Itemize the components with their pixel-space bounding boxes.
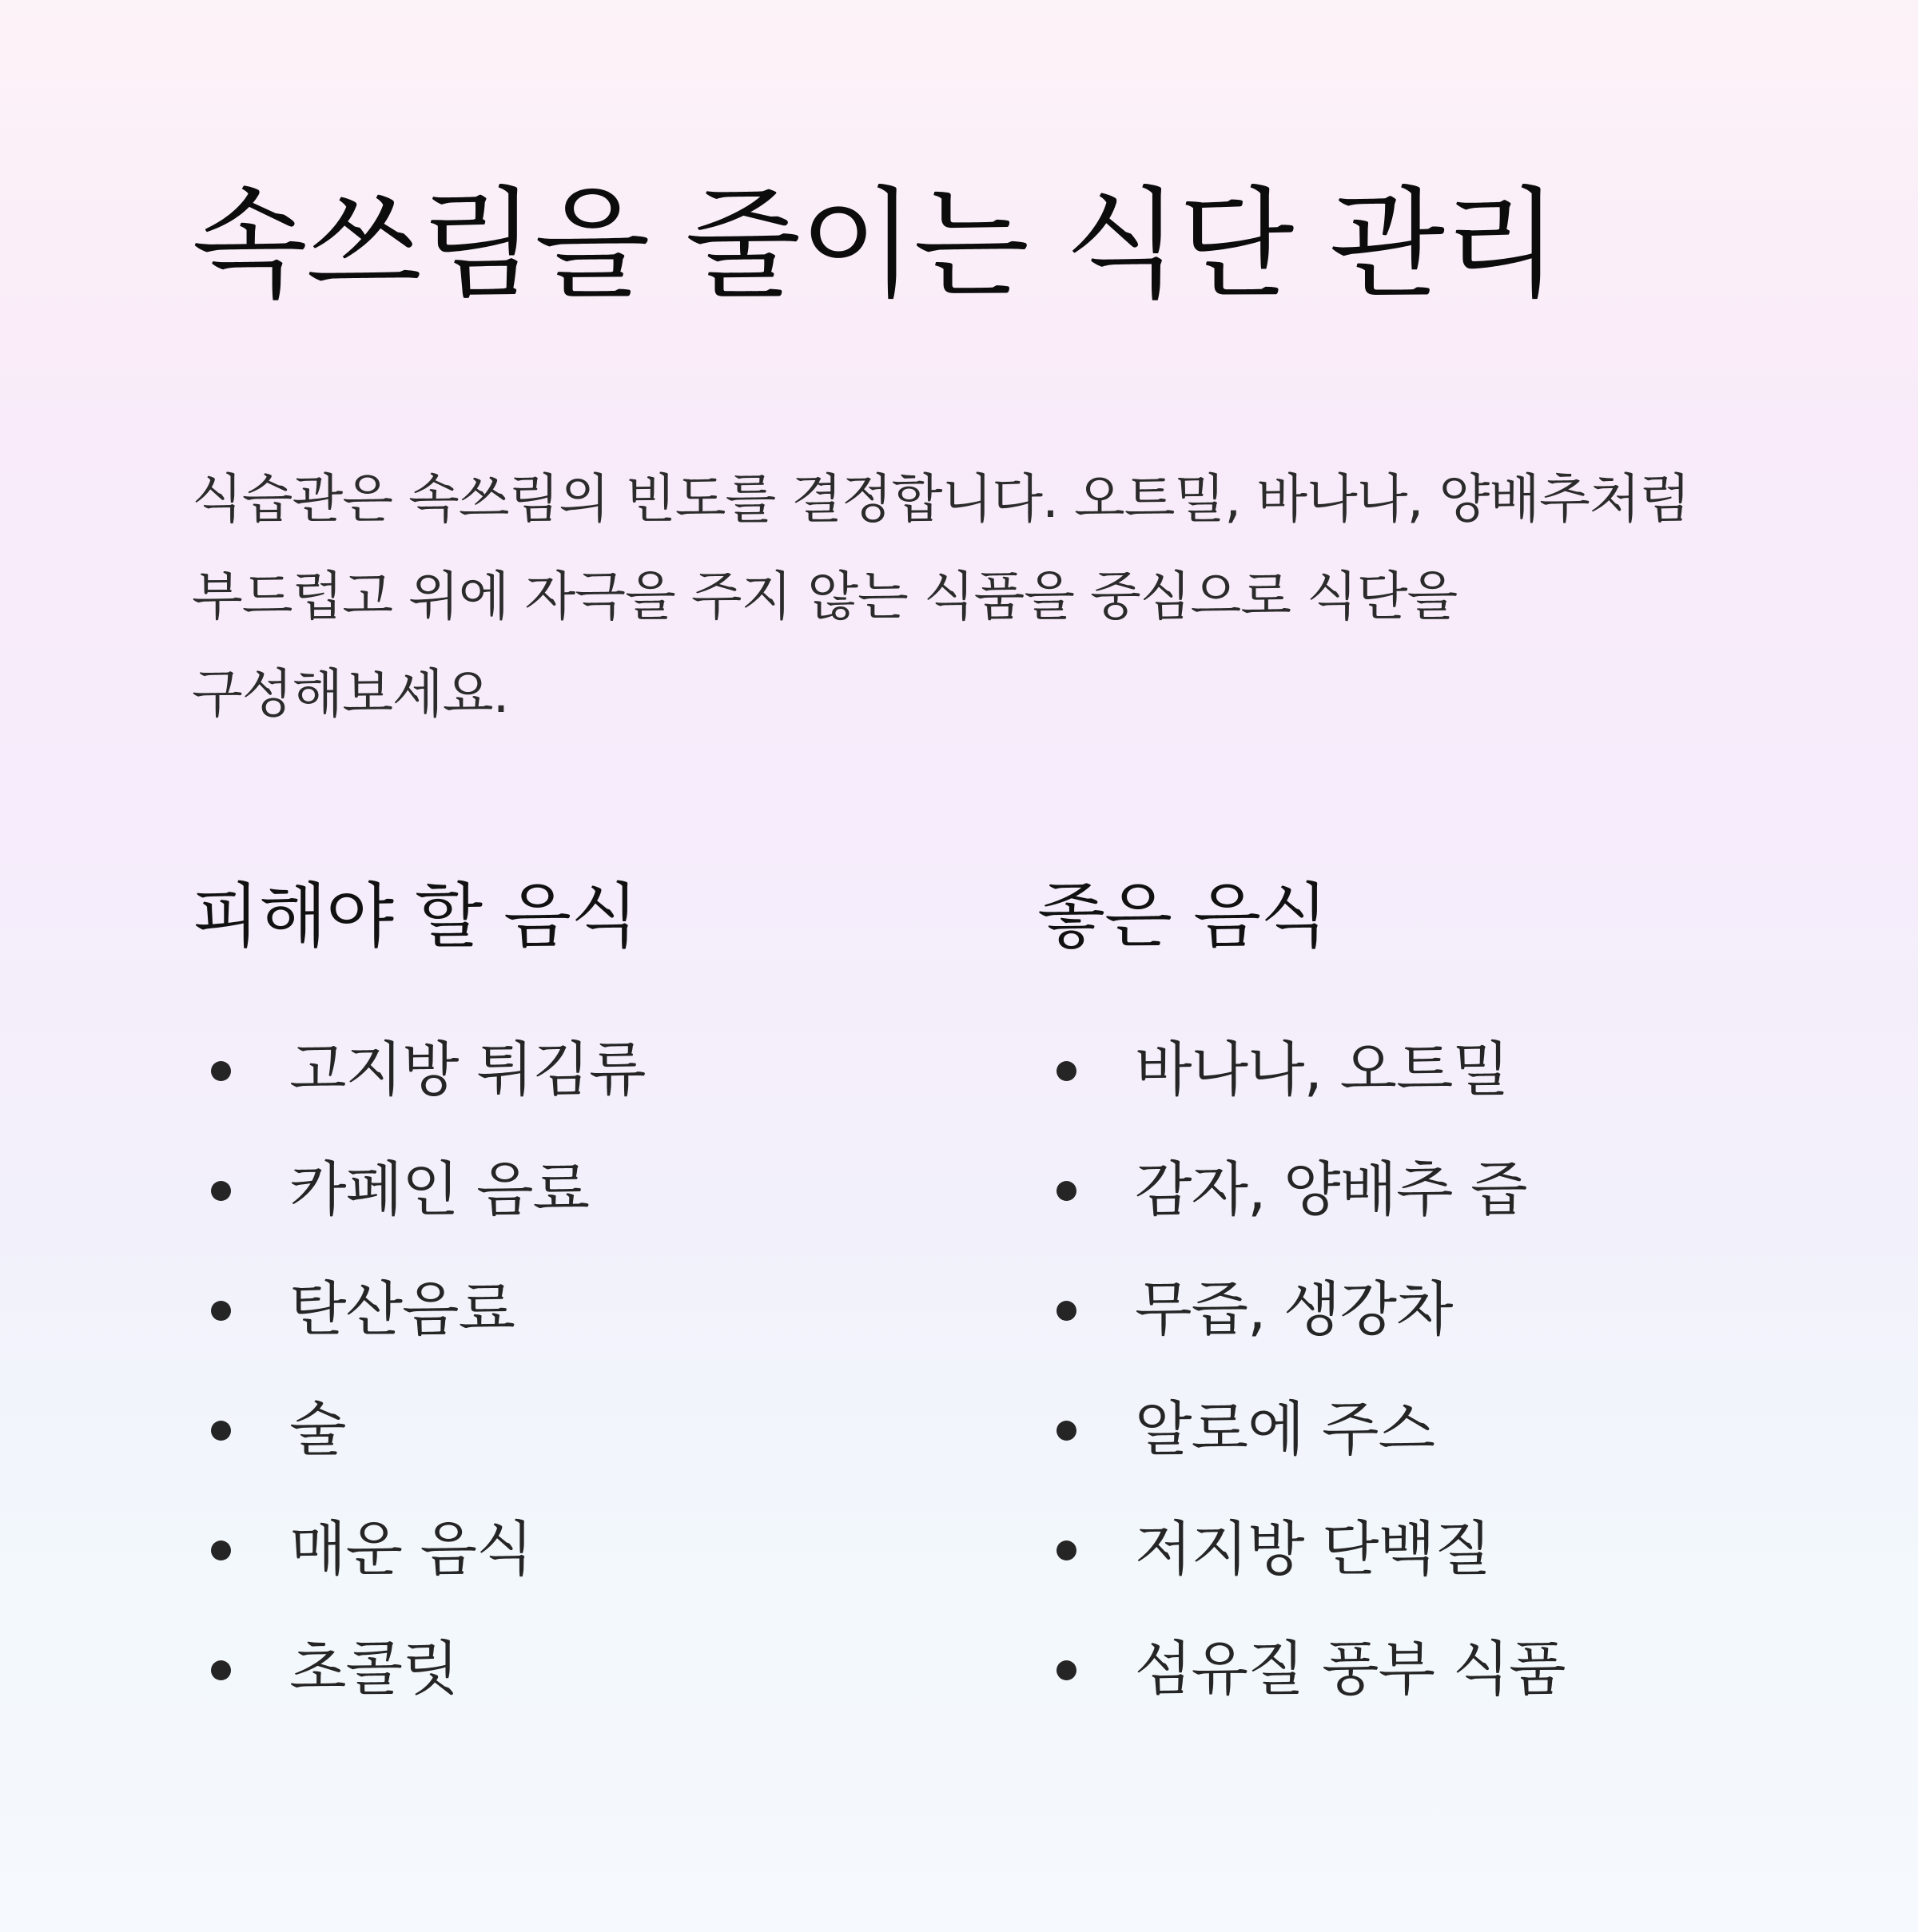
bullet-icon [211,1181,231,1201]
list-item [1037,1489,1773,1609]
bullet-icon [1056,1660,1076,1680]
bullet-icon [1056,1421,1076,1441]
list-item [1037,1609,1773,1729]
list-item [192,1010,927,1130]
good-foods-heading: 좋은 음식 [1037,875,1328,957]
list-item [192,1130,927,1250]
food-label: 저지방 단백질 [1135,1515,1491,1584]
food-label: 알로에 주스 [1135,1395,1435,1464]
food-label: 탄산음료 [289,1275,515,1344]
good-foods-list [1037,1010,1773,1729]
intro-paragraph: 식습관은 속쓰림의 빈도를 결정합니다. 오트밀, 바나나, 양배추처럼 부드럽고 위에 자극을 주지 않는 식품을 중심으로 식단을 구성해보세요. [192,468,1690,725]
list-item [192,1489,927,1609]
food-label: 섬유질 풍부 식품 [1135,1635,1566,1703]
avoid-foods-section [192,865,927,1729]
avoid-foods-heading: 피해야 할 음식 [192,875,638,957]
page-title: 속쓰림을 줄이는 식단 관리 [192,176,1558,315]
list-item [1037,1250,1773,1369]
bullet-icon [211,1540,231,1560]
food-label: 매운 음식 [289,1515,533,1584]
food-label: 초콜릿 [289,1635,459,1703]
food-label: 술 [289,1395,346,1464]
bullet-icon [1056,1061,1076,1081]
avoid-foods-list [192,1010,927,1729]
bullet-icon [1056,1301,1076,1321]
bullet-icon [211,1660,231,1680]
list-item [192,1609,927,1729]
good-foods-section [1037,865,1773,1729]
food-label: 카페인 음료 [289,1155,589,1224]
bullet-icon [1056,1181,1076,1201]
list-item [1037,1130,1773,1250]
list-item [192,1369,927,1489]
food-label: 고지방 튀김류 [289,1036,646,1104]
bullet-icon [1056,1540,1076,1560]
food-label: 바나나, 오트밀 [1135,1036,1509,1104]
list-item [1037,1010,1773,1130]
list-item [1037,1369,1773,1489]
bullet-icon [211,1421,231,1441]
list-item [192,1250,927,1369]
food-label: 무즙, 생강차 [1135,1275,1453,1344]
food-label: 감자, 양배추 즙 [1135,1155,1527,1224]
diet-guide-page [192,0,1726,1932]
bullet-icon [211,1061,231,1081]
bullet-icon [211,1301,231,1321]
